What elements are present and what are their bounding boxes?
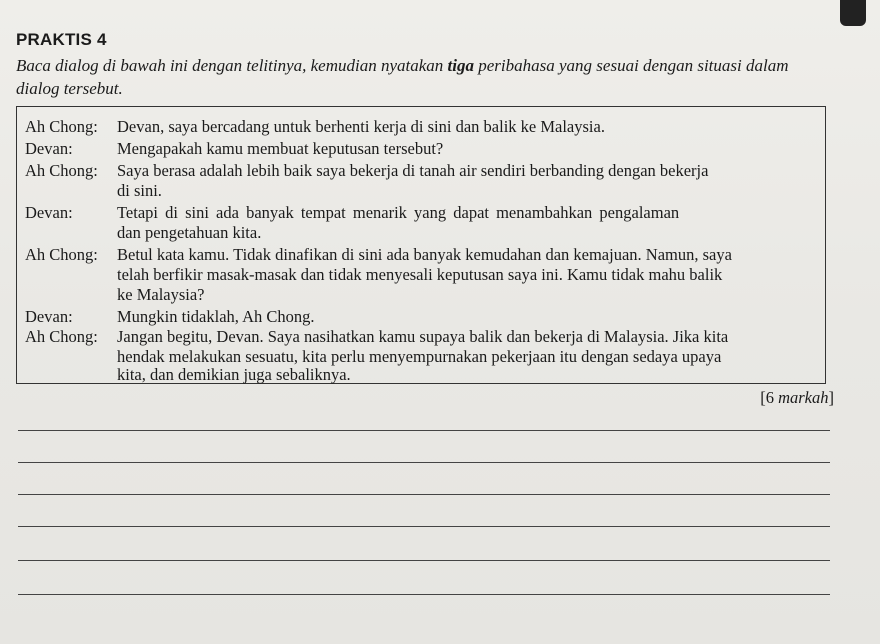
utterance-line: Betul kata kamu. Tidak dinafikan di sini ada banyak kemudahan dan kemajuan. Namun, saya <box>117 245 732 264</box>
marks-word: markah <box>778 388 829 407</box>
utterance-line: telah berfikir masak-masak dan tidak menyesali keputusan saya ini. Kamu tidak mahu balik <box>117 265 723 284</box>
instruction-after: peribahasa yang sesuai dengan situasi dalam dialog tersebut. <box>16 56 789 98</box>
utterance-line: Mungkin tidaklah, Ah Chong. <box>117 307 315 326</box>
dialog-box <box>16 106 826 384</box>
utterance-line: dan pengetahuan kita. <box>117 223 262 242</box>
utterance-line: Devan, saya bercadang untuk berhenti kerja di sini dan balik ke Malaysia. <box>117 117 605 136</box>
speaker-name: Ah Chong: <box>25 245 98 264</box>
answer-line[interactable] <box>18 526 830 527</box>
marks-open: [6 <box>760 388 779 407</box>
answer-line[interactable] <box>18 560 830 561</box>
instruction-before: Baca dialog di bawah ini dengan telitinya, kemudian nyatakan <box>16 56 448 75</box>
utterance-line: Mengapakah kamu membuat keputusan tersebut? <box>117 139 444 158</box>
instruction-text <box>16 54 824 100</box>
instruction-bold: tiga <box>447 56 474 75</box>
page-corner-tab <box>840 0 866 26</box>
speaker-name: Devan: <box>25 203 73 222</box>
section-title: PRAKTIS 4 <box>16 30 107 49</box>
speaker-name: Ah Chong: <box>25 161 98 180</box>
answer-line[interactable] <box>18 494 830 495</box>
utterance-line: hendak melakukan sesuatu, kita perlu menyempurnakan pekerjaan itu dengan sedaya upaya <box>117 347 722 366</box>
answer-line[interactable] <box>18 462 830 463</box>
answer-line[interactable] <box>18 430 830 431</box>
speaker-name: Ah Chong: <box>25 327 98 346</box>
speaker-name: Ah Chong: <box>25 117 98 136</box>
answer-line[interactable] <box>18 594 830 595</box>
utterance-line: Jangan begitu, Devan. Saya nasihatkan kamu supaya balik dan bekerja di Malaysia. Jika kita <box>117 327 729 346</box>
marks-close: ] <box>828 388 834 407</box>
speaker-name: Devan: <box>25 307 73 326</box>
utterance-line: Tetapi di sini ada banyak tempat menarik yang dapat menambahkan pengalaman <box>117 203 680 222</box>
marks-label <box>760 388 834 408</box>
utterance-line: ke Malaysia? <box>117 285 205 304</box>
utterance-line: kita, dan demikian juga sebaliknya. <box>117 365 351 384</box>
utterance-line: di sini. <box>117 181 162 200</box>
utterance-line: Saya berasa adalah lebih baik saya bekerja di tanah air sendiri berbanding dengan bekerja <box>117 161 709 180</box>
speaker-name: Devan: <box>25 139 73 158</box>
